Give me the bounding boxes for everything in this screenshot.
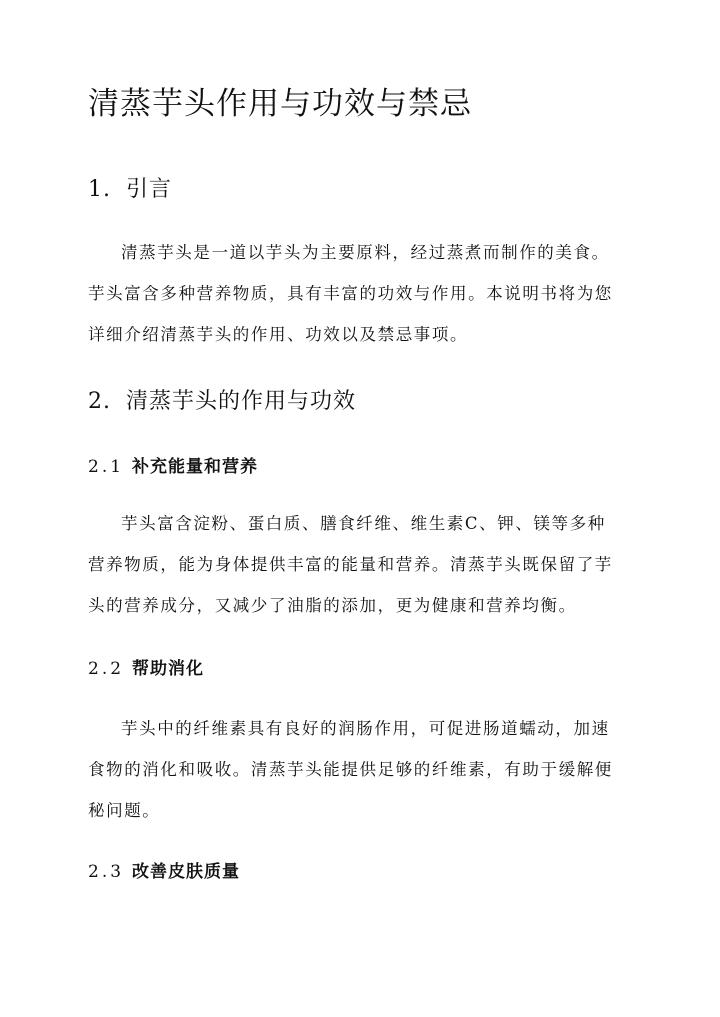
paragraph-introduction [88, 232, 633, 355]
subsection-number: 2.2 [88, 659, 125, 679]
section-number: 2. [88, 389, 111, 414]
section-number: 1. [88, 177, 111, 202]
paragraph-line: 头的营养成分，又减少了油脂的添加，更为健康和营养均衡。 [88, 596, 577, 615]
paragraph-energy-nutrition [88, 503, 633, 626]
subsection-title: 补充能量和营养 [132, 457, 258, 477]
paragraph-line: 秘问题。 [88, 801, 161, 820]
subsection-number: 2.3 [88, 862, 125, 882]
section-title: 清蒸芋头的作用与功效 [126, 389, 357, 414]
paragraph-line: 食物的消化和吸收。清蒸芋头能提供足够的纤维素，有助于缓解便 [88, 760, 613, 779]
subsection-title: 帮助消化 [132, 659, 204, 679]
subsection-heading-2-3 [88, 859, 240, 885]
subsection-number: 2.1 [88, 457, 125, 477]
paragraph-line: 芋头中的纤维素具有良好的润肠作用，可促进肠道蠕动，加速 [121, 719, 610, 738]
section-title: 引言 [126, 177, 173, 202]
paragraph-line: 营养物质，能为身体提供丰富的能量和营养。清蒸芋头既保留了芋 [88, 555, 613, 574]
paragraph-line: 芋头富含多种营养物质，具有丰富的功效与作用。本说明书将为您 [88, 284, 613, 303]
paragraph-line: 详细介绍清蒸芋头的作用、功效以及禁忌事项。 [88, 325, 469, 344]
paragraph-digestion [88, 708, 633, 831]
subsection-title: 改善皮肤质量 [132, 862, 240, 882]
document-title: 清蒸芋头作用与功效与禁忌 [88, 86, 472, 122]
paragraph-line: 芋头富含淀粉、蛋白质、膳食纤维、维生素C、钾、镁等多种 [121, 514, 606, 533]
section-heading-2 [88, 386, 356, 418]
paragraph-line: 清蒸芋头是一道以芋头为主要原料，经过蒸煮而制作的美食。 [121, 243, 610, 262]
section-heading-1 [88, 174, 172, 206]
subsection-heading-2-2 [88, 656, 204, 682]
subsection-heading-2-1 [88, 454, 258, 480]
